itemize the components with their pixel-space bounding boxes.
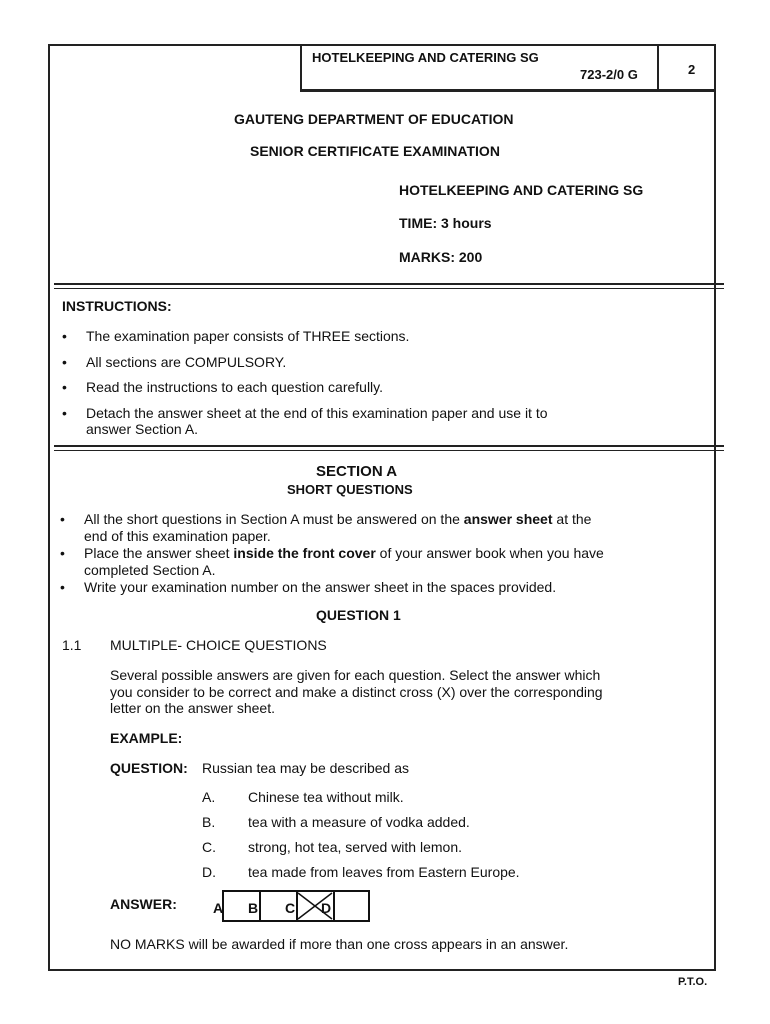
exam-title: SENIOR CERTIFICATE EXAMINATION	[250, 143, 500, 159]
page-number: 2	[688, 62, 696, 77]
question-label: QUESTION:	[110, 760, 188, 776]
instruction-item: • All sections are COMPULSORY.	[86, 354, 286, 370]
question-intro: Several possible answers are given for each question. Select the answer which	[110, 667, 601, 683]
option-text: strong, hot tea, served with lemon.	[248, 839, 462, 855]
instructions-heading: INSTRUCTIONS:	[62, 298, 172, 314]
subject-title: HOTELKEEPING AND CATERING SG	[399, 182, 644, 198]
option-text: tea made from leaves from Eastern Europe.	[248, 864, 520, 880]
answer-grid	[222, 890, 370, 922]
question-intro: letter on the answer sheet.	[110, 700, 275, 716]
answer-letter-b: B	[248, 900, 259, 916]
section-a-bullet: • Place the answer sheet inside the front cover of your answer book when you have	[84, 545, 604, 561]
pto-label: P.T.O.	[678, 976, 708, 988]
option-letter: A.	[202, 789, 216, 805]
header-subject: HOTELKEEPING AND CATERING SG	[312, 50, 539, 65]
header-page-box	[657, 44, 716, 92]
answer-letter-d: D	[321, 900, 332, 916]
option-text: tea with a measure of vodka added.	[248, 814, 470, 830]
instruction-item: • Read the instructions to each question carefully.	[86, 379, 383, 395]
question-number: 1.1	[62, 637, 82, 653]
department-title: GAUTENG DEPARTMENT OF EDUCATION	[234, 111, 514, 127]
section-a-bullet: • Write your examination number on the answer sheet in the spaces provided.	[84, 579, 556, 595]
option-letter: D.	[202, 864, 216, 880]
answer-label: ANSWER:	[110, 896, 177, 912]
section-a-title: SECTION A	[316, 463, 398, 480]
section-a-bullet: • All the short questions in Section A must be answered on the answer sheet at the	[84, 511, 591, 527]
exam-time: TIME: 3 hours	[399, 215, 492, 231]
question-text: Russian tea may be described as	[202, 760, 409, 776]
instruction-item: • The examination paper consists of THREE sections.	[86, 328, 409, 344]
section-a-bullet-continued: completed Section A.	[84, 562, 216, 578]
divider-double	[54, 283, 724, 289]
option-letter: B.	[202, 814, 216, 830]
exam-marks: MARKS: 200	[399, 249, 483, 265]
answer-note: NO MARKS will be awarded if more than one cross appears in an answer.	[110, 936, 569, 952]
answer-cell-divider	[259, 892, 261, 920]
section-a-subtitle: SHORT QUESTIONS	[287, 482, 413, 497]
header-code: 723-2/0 G	[580, 67, 638, 82]
question-1-heading: QUESTION 1	[316, 607, 401, 623]
divider-double	[54, 445, 724, 451]
instruction-item: • Detach the answer sheet at the end of this examination paper and use it to	[86, 405, 548, 421]
option-letter: C.	[202, 839, 216, 855]
example-label: EXAMPLE:	[110, 730, 183, 746]
answer-letter-a: A	[213, 900, 224, 916]
section-a-bullet-continued: end of this examination paper.	[84, 528, 271, 544]
instruction-item-continued: answer Section A.	[86, 421, 199, 437]
option-text: Chinese tea without milk.	[248, 789, 404, 805]
question-title: MULTIPLE- CHOICE QUESTIONS	[110, 637, 327, 653]
question-intro: you consider to be correct and make a distinct cross (X) over the corresponding	[110, 684, 603, 700]
answer-letter-c: C	[285, 900, 296, 916]
